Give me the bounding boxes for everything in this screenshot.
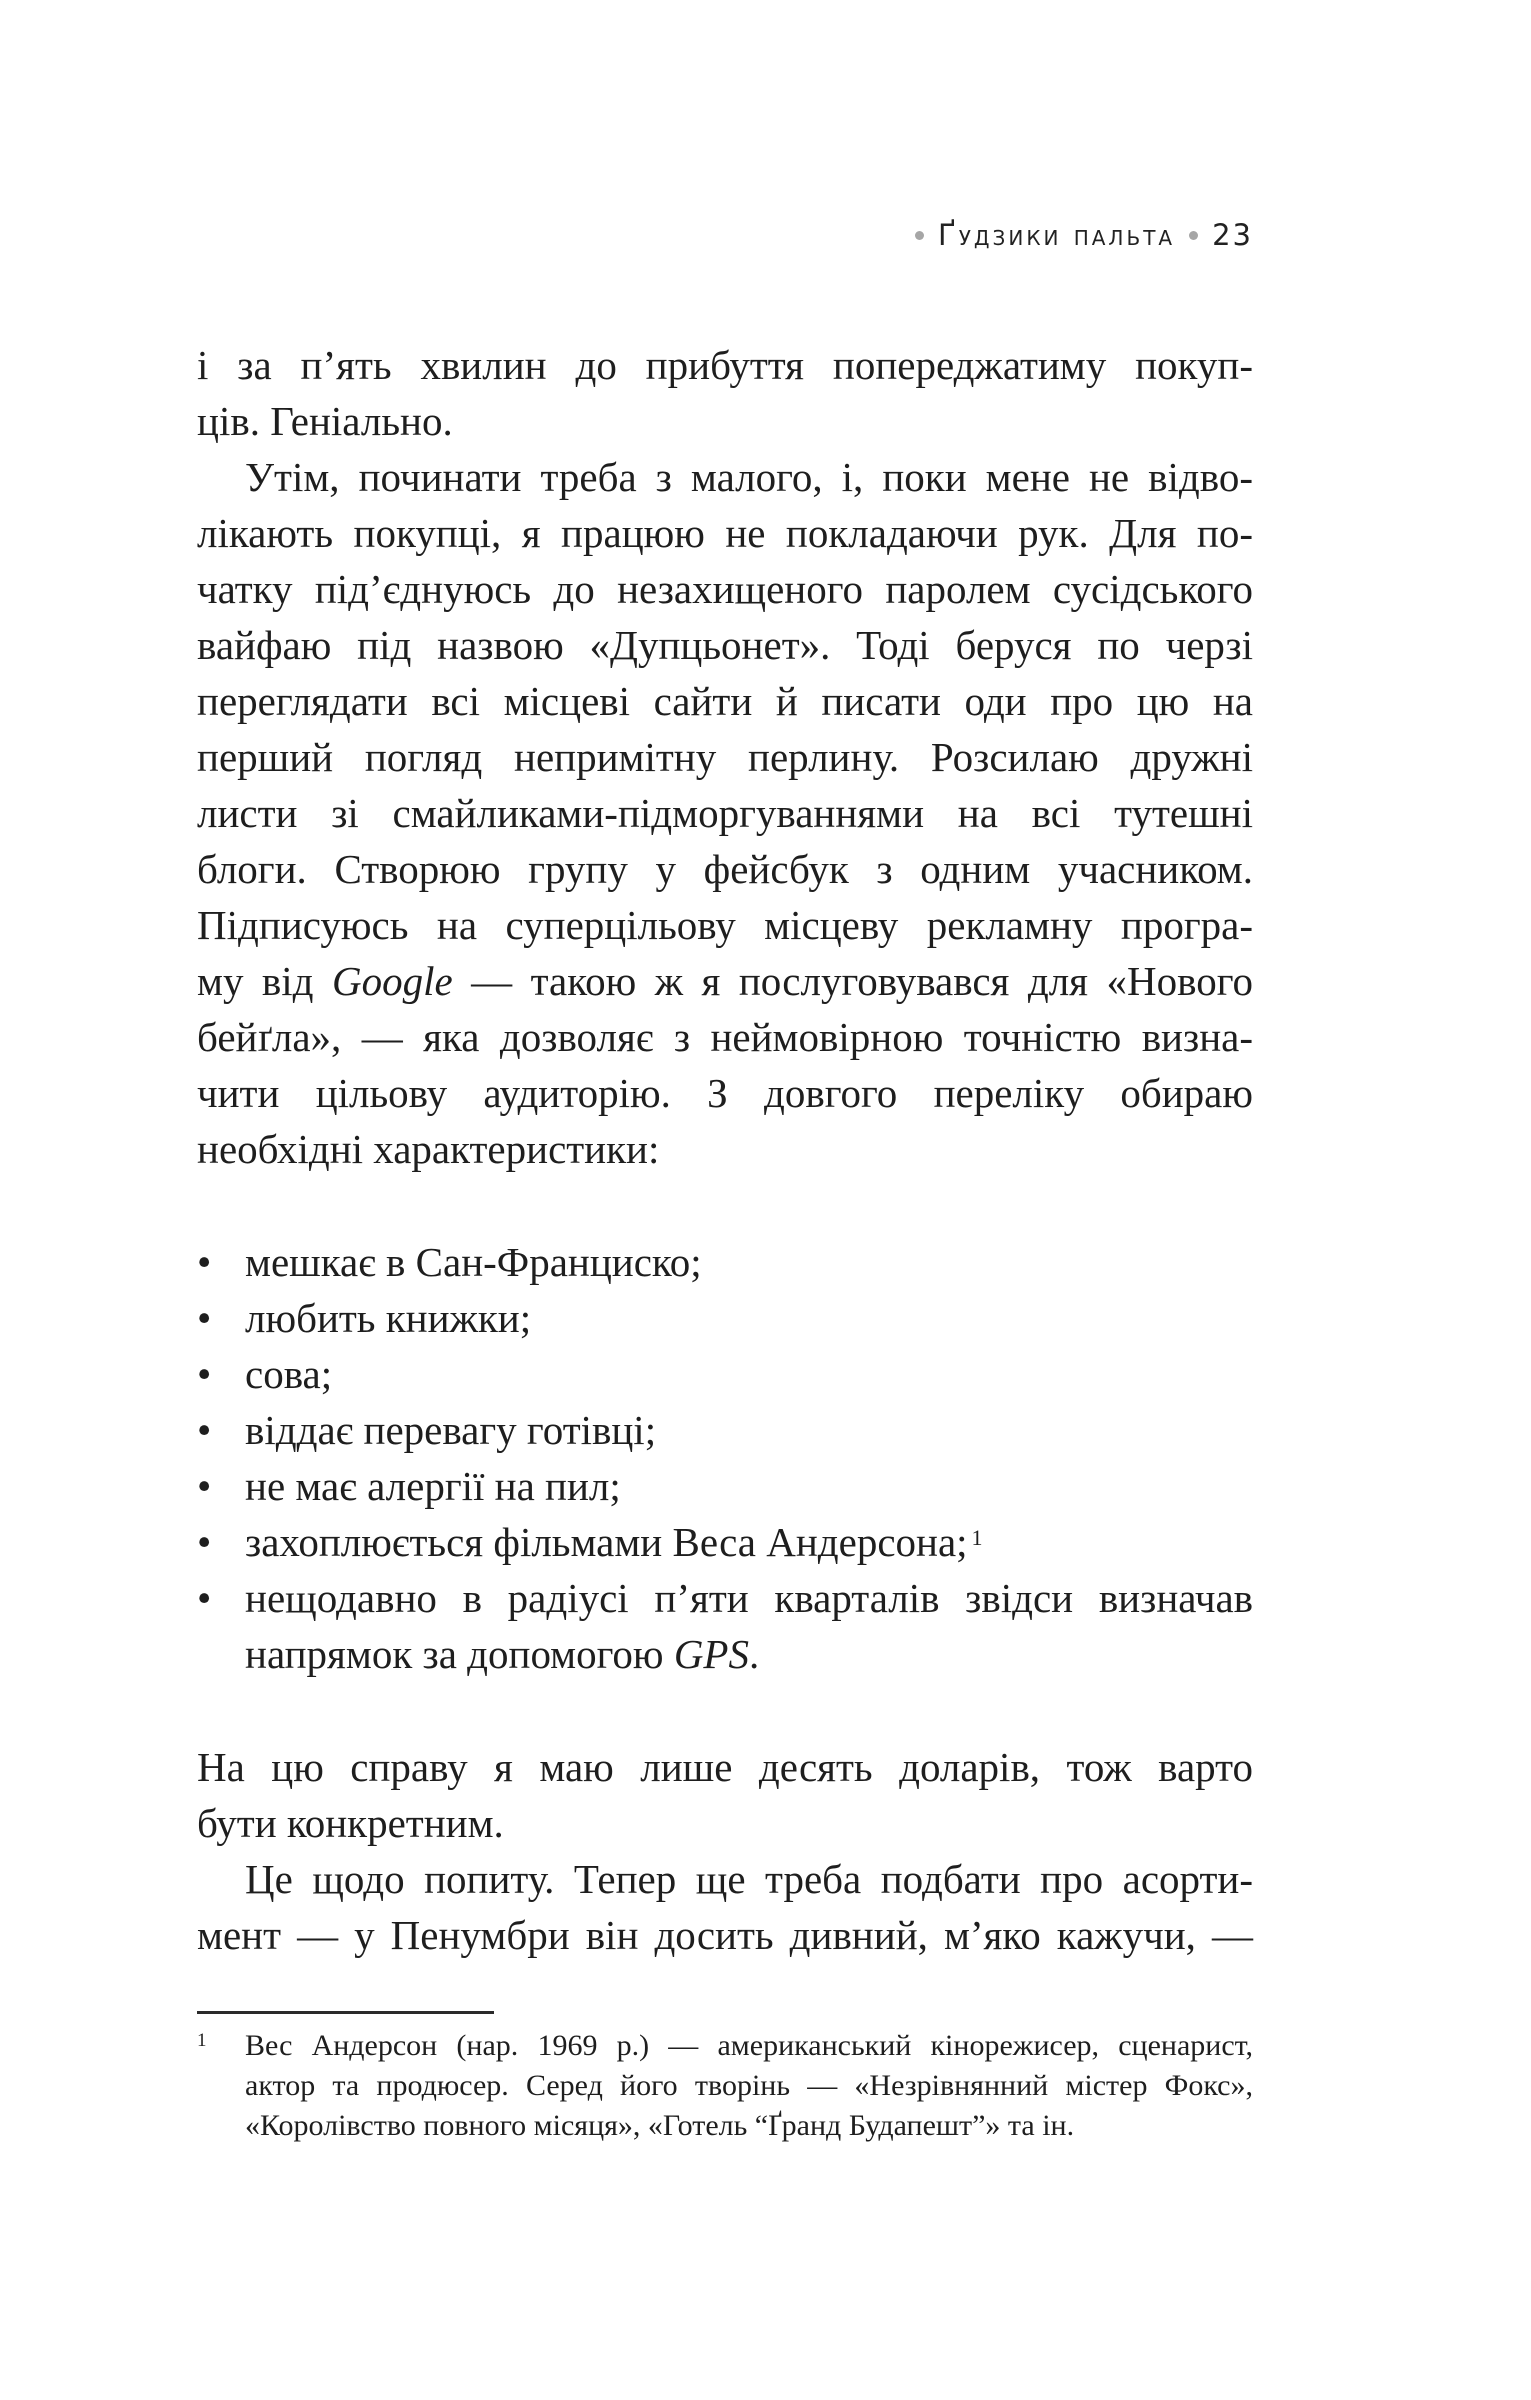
text-line: бути конкретним. (197, 1800, 504, 1846)
text-line: переглядати всі місцеві сайти й писати оди про цю на (197, 678, 1253, 724)
text-line: бейґла», — яка дозволяє з неймовірною точністю визна- (197, 1014, 1253, 1060)
bullet-icon: • (197, 1519, 212, 1565)
text-line: блоги. Створюю групу у фейсбук з одним учасником. (197, 846, 1253, 892)
text-line (197, 953, 1253, 1009)
footnote-reference[interactable]: 1 (971, 1525, 983, 1550)
text-run: — такою ж я послуговувався для «Нового (452, 958, 1253, 1004)
text-line: вайфаю під назвою «Дупцьонет». Тоді беруся по черзі (197, 622, 1253, 668)
text-line: Підписуюсь на суперцільову місцеву рекламну програ- (197, 902, 1253, 948)
list-item: • любить книжки; (197, 1290, 1253, 1346)
paragraph (197, 1851, 1253, 1963)
paragraph (197, 1739, 1253, 1851)
text-line: Утім, починати треба з малого, і, поки мене не відво- (245, 454, 1253, 500)
text-line: Це щодо попиту. Тепер ще треба подбати про асорти- (245, 1856, 1253, 1902)
running-head (915, 218, 1253, 252)
text-line: і за п’ять хвилин до прибуття попереджатиму покуп- (197, 342, 1253, 388)
footnote-number: 1 (197, 2030, 207, 2051)
bullet-icon: • (197, 1295, 212, 1341)
text-line: перший погляд непримітну перлину. Розсилаю дружні (197, 734, 1253, 780)
text-line: чити цільову аудиторію. З довгого переліку обираю (197, 1070, 1253, 1116)
text-run: . (748, 1631, 760, 1677)
italic-term: Google (332, 958, 453, 1004)
footnote-text (245, 2026, 1253, 2146)
text-line: «Королівство повного місяця», «Готель “Ґранд Будапешт”» та ін. (245, 2109, 1075, 2142)
paragraph (197, 449, 1253, 1177)
text-line: Вес Андерсон (нар. 1969 р.) — американський кінорежисер, сценарист, (245, 2029, 1253, 2062)
list-item (197, 1514, 1253, 1570)
bullet-icon: • (197, 1239, 212, 1285)
text-line: листи зі смайликами-підморгуваннями на всі тутешні (197, 790, 1253, 836)
bullet-icon: • (197, 1351, 212, 1397)
bullet-icon: • (197, 1575, 212, 1621)
text-line: ців. Геніально. (197, 398, 453, 444)
list-item: • не має алергії на пил; (197, 1458, 1253, 1514)
text-line: лікають покупці, я працюю не покладаючи рук. Для по- (197, 510, 1253, 556)
footnote-separator (197, 2011, 494, 2014)
body-text (197, 337, 1253, 1963)
text-line (245, 1626, 1253, 1682)
footnote (197, 2026, 1253, 2146)
text-line: На цю справу я маю лише десять доларів, тож варто (197, 1744, 1253, 1790)
list-item-text: захоплюється фільмами Веса Андерсона; (245, 1519, 968, 1565)
text-run: напрямок за допомогою (245, 1631, 674, 1677)
list-item (197, 1570, 1253, 1682)
list-item: • мешкає в Сан-Франциско; (197, 1234, 1253, 1290)
list-item: • сова; (197, 1346, 1253, 1402)
page-number: 23 (1212, 218, 1253, 252)
bullet-icon: • (197, 1463, 212, 1509)
bullet-icon: • (197, 1407, 212, 1453)
paragraph (197, 337, 1253, 449)
bullet-dot-icon (915, 231, 924, 240)
text-run: му від (197, 958, 332, 1004)
text-line: необхідні характеристики: (197, 1126, 660, 1172)
italic-term: GPS (673, 1631, 749, 1677)
text-line: чатку під’єднуюсь до незахищеного паролем сусідського (197, 566, 1253, 612)
text-line: нещодавно в радіусі п’яти кварталів звідси визначав (245, 1575, 1253, 1621)
text-line: мент — у Пенумбри він досить дивний, м’яко кажучи, — (197, 1912, 1253, 1958)
text-line: актор та продюсер. Серед його творінь — «Незрівнянний містер Фокс», (245, 2069, 1253, 2102)
bullet-dot-icon (1189, 231, 1198, 240)
list-item: • віддає перевагу готівці; (197, 1402, 1253, 1458)
chapter-title: Ґудзики пальта (938, 218, 1176, 252)
bullet-list (197, 1234, 1253, 1682)
